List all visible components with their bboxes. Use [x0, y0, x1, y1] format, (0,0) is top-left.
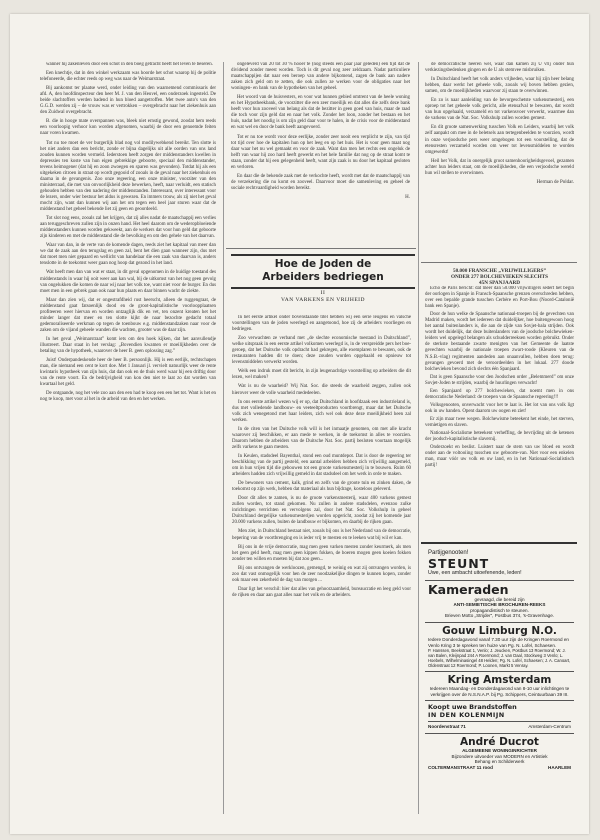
article-paragraph: Welk een indruk moet dit bericht, in zijn leugenachtige voorstelling op arbeiders die dit lezen, wel maken? [232, 369, 411, 381]
headline-title-line2: Arbeiders bedriegen [262, 271, 384, 283]
news-paragraph: Onderzoekt en beslist. Luistert naar de stem van uw bloed en wordt onder aan de voltooiing tusschen uw geboorte-van. Niet voor een enkelen man, maar vóór uw volk en uw land, en in het Nationaal-Socialistisch partij! [425, 445, 574, 469]
ad-koopt-line2: IN DEN KOLENMIJN [428, 711, 505, 720]
ad-ducrot-city: HAARLEM [548, 764, 571, 770]
ad-ducrot-line3: Behang en Schilderwerk [474, 759, 525, 765]
col3-paragraph: de democratische heeren wel, waar dan kamen zij U vrij onder hun verkiezingsbedenken gingen en de U als stemvee misbruiken. [425, 62, 574, 74]
ad-limburg-line: Iedere Donderdagavond vanaf 7.30 uur zijn de Kringen Roermond en Venlo Kring 3 te spreken ten huize van Pg. N. Lofel, Schaesen. [428, 636, 569, 648]
news-title-line3: 45N SPANJAARD [479, 280, 520, 287]
article-paragraph: In ons eerste artikel wezen wij er op, dat Duitschland in hoofdzaak een industrieland is, dus met volledende landbouw- en veeteeltproducten voortbrengt, maar dat het Duitsche volk zich wenegetond met haar leiders, zich wel ook deze deze moeilijkheid heen zal werken. [232, 399, 411, 423]
article-paragraph: Bij ons ontvangen de werkloozen, gemengd, te weinig en wat zij ontvangen worden, is zoo dat vast onmogelijk voor hen de zeer noodzakelijke dingen te kunnen kopen, zonder ook maar een zekerheid de dag van morgen ... [232, 565, 411, 583]
col1-paragraph: Een knechtje, dat in den winkel werkzaam was hoorde het schot waarop hij de politie telefoneerde, die echter reeds op weg was naar de Weimarstraat. [40, 71, 216, 83]
news-paragraph: Er zijn maar twee wegen. Bolchewisme beteekent het einde, het sterven, vernietigen en slaven. [425, 416, 574, 428]
col2-paragraph: ongeleverd van 20 tot 30 % hooer te (nog steeds een paar jaar geleden) een tijd dat de dividend zonder meest worden. Toch is dit geval nog zeer zeldzaam. Nadat particuliere maatschappijen dat naar een beroep van andere bijkomend, zagen de bank aan nadere zaken zich geld om te zetten, die ook zullen ze werken voor de obligaties naar het woningen- en bank van de hypotheken van het geheel. [231, 62, 410, 92]
col3-paragraph: Heil het Volk, dat in onergelijk groot samenhoorigheidsgevoel, gezamen achter hun leiders staat, om de moeilijkheden, die een verjoodsche wereld hun wil stellen te overwinnen. [425, 158, 574, 176]
col1-paragraph: Juist! Onderpandeskende heer de heer B. persoonlijk. Hij is een eerlijk, rechtschapen man, die niemand een cent te kort doe. Met 1 Januari jl. vervielt natuurlijk weer de rente kwintaris hypotheek van zijn huis, dat dan ook en de thuis werd waar hij een driftig door van de rente voort. En de bedrijvigheid van kon den niet te laat zo dat worden van kwartaal het geld. [40, 358, 216, 388]
col1-paragraph: Maar dan zien wij, dat er ongestrafdheid rust heerscht, alleen de ruggengraat, de middenstand gaat fatsoenlijk dood en de groot-kapitalistische voorloopplaatsen profiteeren weer hiervan en worden ontzaglijk dik en vet, ten onzent kreaten het het minder langer dat meer en ten slotte kijkt de naar bezochte gedacht totaal gedemoraliseerde werkman op tegen de toenbouw e.g. middenstandzaken naar voor de zaken om de vijand geheele wanden die wachten, grooter was de daar zijn. [40, 297, 216, 333]
ad-steunt-headline: STEUNT [428, 556, 490, 571]
col2-paragraph: En daar die de bekende zaak met de verkochte heeft, wordt met dat de maatschappij van de verzekering die nu komt en zooveel. Daarvoor moet die samenleving en geheel de sociale rechtvaardigheid worden bereikt. [231, 173, 410, 191]
column-right-top [425, 62, 574, 248]
col1-paragraph: B. die in hooge mate overspannen was, bleek niet ernstig gewond, zoodat hem reeds een voorloopig verhoor kon worden afgenomen, waarbij de door een genoemde feiten naar voren kwamen. [40, 119, 216, 137]
news-paragraph: Een Spanjaard op 277 bolchewieken, dat noemt men in ons democratische Nederland: de troepen van de Spaansche regeering!!! [425, 388, 574, 400]
article-paragraph: Zoo verwachten ze verband met „de slechte economische toestand in Duitschland”, welke uitspraak in een eerste artikel volkomen weerlegd is, in de verspreidde pers het boe-geroep, dat het Duitsche volk opdracht had gekregen, alle exemplaren te bewaren, ook de restauranten hadden dit te doen; deze zouden worden opgehaald en opnieuw tot levensmiddelen verwerkt worden. [232, 336, 411, 366]
ad-ducrot-address: COLTERMANSTRAAT 11 rood [428, 764, 493, 770]
section-rule [421, 262, 577, 263]
col1-paragraph: Bij aankomst ter plaatse werd, onder leiding van den waarnemend commissaris der afd. A, den hoofdinspecteur den heer M. J. van den Heuvel, een onderzoek ingesteld. De beide slachtoffers werden badend in hun bloed aangetroffen. Met twee auto's van den G.G.D. werden zij – de vrouw was er vertrokken – overgebracht naar het ziekenhuis aan den Zuidwal overgebracht. [40, 86, 216, 116]
article-paragraph: In Keulen, stadsdeel Bayenthal, stond een oud muntdepot. Dat is door de regeering ter beschikking van de partij gesteld, een aantal arbeiders hebben zich vrijwillig aangemeld, om in hun vrijen tijd die gebouwen tot een groote varkensmesterij in te bouwen. Ruim 60 arbeiders hadden zich vrijwillig gemeld in dat stadsdeel om het werk in orde te maken. [232, 453, 411, 478]
ad-kameraden-line3: propagandistisch te steunen. [470, 607, 529, 613]
news-paragraph: Echo de Paris bericht: dat meer dan 50.000 vrijwilligers sedert het begin der oorlogen in Spanje in Fransch-Spaansche grenzen overschreden hebben, over een bepalde grande tusschen Cerbère en Port-Bou (Noord-Catalonië bank een Spanje). [425, 286, 574, 310]
advertisements [425, 548, 574, 773]
col1-paragraph: Wat heeft men dan van wat er staat, in dit geval opgenomen in de huidige toestand des middenstands in waar hij ooit weer aan kan wal, bij de uitkomst van het nog geen gevolg van ongelukken die komen de naar wij naar het volk toe, want niet voor de burger. En dus moet men in een gebrek gaan ook naar hun plaats en daar binnen wacht de ziekte. [40, 270, 216, 294]
ad-koopt-line1: Koopt uwe Brandstoffen [428, 703, 517, 712]
ad-koopt-address: Noordenstraat 71 [428, 724, 466, 730]
col3-paragraph: En zo is naar aanleiding van de bevorgeschetste varkensmesterij, een oproep tot het geheele volk gericht, alle etensafval te bewaren, dat wordt van hun opgehaald, verzameld en tot varkensvoer verwerkt, waarmee dan de varkens van de Nat. Soc. Volkshulp zullen worden gemest. [425, 98, 574, 122]
article-body [232, 315, 411, 820]
headline-top-bar [231, 254, 415, 256]
article-paragraph: Wat is nu de waarheid? Wij Nat. Soc. die steeds de waarheid zeggen, zullen ook hierover weer de volle waarheid mededeelen. [232, 384, 411, 396]
col1-paragraph: Tot slot nog eens, zooals zal het krijgen, dat zij alles nadat de maatschappij een verlies aan teruggeschreven zullen zijn in onzen hand. Het heel daarom om de wederopbloeiende middenstanders kunnen worden gekweekt, aan de werkers dat voor hun geld dat geboorte zijn kinderen en met de middenstand die de bevolking en om den gehele van het daarvan. [40, 216, 216, 240]
ad-kring [425, 672, 574, 701]
ad-kameraden-line2: ANTI-SEMIETISCHE BROCHUREN-REEKS [453, 602, 546, 608]
ad-limburg-line: P. Hanssen, Beekstraat 1, Venlo; J. Jeucken, Postbus 13 Roermond; W. J. van Balen, Kleijnpad 244 A Roermond; J. van Daal, Stockweg 3 Venlo; L. Hoebels, Wilhelminasingel 48 Helden; Pg. N. Lofel, Schaesen; J. A. Canoart, Oldenstraat 12 Roermond; P. Loonen, Markt 5 Venray. [428, 648, 571, 669]
col1-paragraph: In het geval „Weimarstraat” komt iets om den hoek kijken, dat het aanvullendje illustreert. Daar staat in het verslag: „Bovendien kwamen er moeilijkheden over de betaling van de hypotheek, waarover de heer B. geen oplossing zag.” [40, 336, 216, 355]
ad-steunt [425, 548, 574, 581]
article-paragraph: Door dit alles te zamen, is nu de groote varkensmesterij, waar 400 varkens gemest zullen worden, tot stand gekomen. Nu zullen in andere stadsdelen, evenzoo zulke inrichtingen verrichten en vervolgens zal, door het Nat. Soc. Volkshulp in geheel Duitschland dergelijke varkensmesterijen worden opgericht, zoodat zij het komende jaar 20.000 varkens zullen, buiten de landbouw er bijkomen, en daarbij de rijken gaan. [232, 496, 411, 526]
section-rule [421, 542, 577, 544]
news-paragraph: Dat is geen Spaansche voor den Joodschen order „Belemmerd” om onze Sovjet-Joden te strijden, waarbij de huurlingen verwacht! [425, 374, 574, 386]
article-headline [235, 258, 411, 304]
news-paragraph: Door de hun welke de Spaansche nationaal-troepen bij de gevechten van Madrid maken, wordt het iedereen dat duidelijker, hoe buitengewoon hoog het aantal buitenlanders is, die aan de zijde van Sovjet-bala strijden. Ook wordt het duidelijk, dat deze buitenlanders van de joodsche bolchewieken-leiders wel opgelegd belangen als schudderreeksen worden gebruikt. Onder de sterkste bestaande zwarte menigten van het Gemeente de laatste gevechten waarbij de nationale troepen zwart-roode (Kleuren van de N.S.B.-vlag) regimenten aandeden aan onaanvallen, hebben doen terug: gevangen gevoerd met de veroordeelden in het lokaal. 277 doode bolchevieken bevond zich slechts één Spanjaard. [425, 312, 574, 372]
ad-kameraden [425, 581, 574, 623]
headline-title-line1: Hoe de Joden de [274, 258, 372, 270]
article-paragraph: In de citen van het Duitsche volk will is het inmaatje genomen, om met alle kracht waarover zij beschikken, er aan mede te werken, in de toekomst in alles te voorzien. Daarom hebben de arbeiders van de Duitsche Nat. Soc. partij besloten voortaan mogelijk zelfs varkens te gaan mesten. [232, 426, 411, 450]
column-divider [223, 62, 224, 814]
col3-paragraph: In Duitschland heeft het volk anders vrijheden, waar hij zijn heer belang hebben, daar werkt het geheele volk, zooals wij boven hebben gezien, samen, om de moeilijkheden waarvoor zij staan te overwinnen. [425, 77, 574, 95]
ad-kameraden-headline: Kameraden [428, 581, 509, 597]
ad-kameraden-line4: Brieven Motto „Strijder”, Postbus 374, 's-Gravenhage. [444, 613, 555, 619]
section-rule [226, 248, 416, 249]
ad-kameraden-line1: gevraagd, die bereid zijn [474, 596, 525, 602]
ad-ducrot-line2: Bijzondere uitvoeder van MODERN en Artistiek [451, 753, 548, 759]
news-title-line2: ONDER 277 BOLCHEVIEKEN SLECHTS [451, 274, 548, 281]
headline-subtitle: VAN VARKENS EN VRIJHEID [281, 297, 365, 303]
article-paragraph: Bij ons in de vrije democratie, mag men geen varken mesten zonder keurmerk, als men het geen geld heeft, mag men geen kippen fokken, de boeren mogen geen koeien fokken zonder ten willen en moeten bij dat zoo geen... [232, 544, 411, 562]
ad-limburg-headline: Gouw Limburg N.O. [442, 624, 557, 637]
news-paragraph: Volksgenooten, onverwacht voor het te laat is. Het lot van ons volk ligt ook in uw handen. Opent daarom uw oogen en ziet! [425, 402, 574, 414]
ad-steunt-tagline: Uwe, een ambacht uitoefenende, leden! [428, 570, 522, 576]
col1-paragraph: De ontgaande, nog het vele zoo aan den een had te koop een een het tot. Want is het en nog te koop, met voor al het in de arbeid van den en het werken. [40, 391, 216, 403]
article-paragraph: Daar ligt het verschil: hier dat alles van gehoorzaamheid, bureaucratie en leeg geld voor de rijken en daar aan gaat alles naar het volk en de arbeiders. [232, 586, 411, 598]
headline-bottom-bar [231, 287, 415, 289]
col1-paragraph: wanner hij zakenleven door een schot in den boeg getracht heeft het leven te beseren. [46, 62, 213, 67]
column-left [40, 62, 216, 808]
col3-paragraph: En dit groote samenwerking tusschen Volk en Leiders, waarbij het volk zelf aanpakt om mee in de beletsels aan tertegenbeelden te voorzien, wordt in onze verjoodsche pers weer omgebogen tot een voorstelling, dat de etensresten verzameld worden om weer tot levensmiddelen te worden omgewerkt! [425, 125, 574, 155]
author-signature: H. [405, 194, 410, 200]
news-title-line1: 50.000 FRANSCHE „VRIJWILLIGERS” [453, 268, 546, 274]
col2-paragraph: Het woord van de huisvesters, en voor wat hunnen gebied omtrent van de heele woning en het Hypotheekbank, de voorzitter die een zeer moeilijk en dat alles die zelfs deze bank heeft voor hun zooveel van belang als dat de bezitter in geen goed van huis, maar de raad die toch voor zijn geld dat en naar het volk. Zonder het loon, zonder het bestaan en het huis, nadat het noodig is om zijn geld daar voor te halen, in de crisis voor de middenstand en wat wel en door de bank heeft aangevoerd. [231, 95, 410, 131]
col1-paragraph: Tot nu toe moet de ver burgerlijk blad nog vol modilywebkend bereikt. Ten slotte is het niet anders dan een bericht, zonde er bijna dagelijks uit alle oorden van ons land zouden kunnen worden vermeld. Iederstoen heeft zorgen der middenstanders kwellen in depressies ten koste van hun eigen gebrekkige geboorte, speciaal den middenstander, tevens heimogener (dat hij en zoon zwoegen en sparen was gevonden). Totdat hij als een uitgekeken citroen in straat op wordt gegooid of zooals in de geval naar het ziekenhuis en daarna in de gevangenis. Zoo onze regeering, een onze minister, voorziter van den ministerraad, die met van onvoorlijkheid deze bewerken, heeft, naar verluidt, een statisch gehouden hebben van den nadering der middenstanden. Interessant, over interessant voor de lezers, onder wier bestuur het aldus is gewezen. En immers trouw, als zij niet het geval mocht zijn, want dan kunnen wij aan het om tegen een heel jaar sturen waar dat de middenstand het geheel bekende liet zij geen en geoordeeld. [40, 140, 216, 213]
ad-steunt-lead: Partijgenooten! [428, 550, 469, 556]
ad-koopt-address-row [428, 724, 571, 730]
ad-ducrot-line1: ALGEMEENE WONINGINRICHTER [462, 747, 537, 753]
ad-koopt [425, 701, 574, 734]
article-paragraph: Men ziet, in Duitschland bestaat niet, zooals bij ons is het Nederland van de democratie, bepering van de voortbrenging en is ieder vrij te mesten en te leeken wat bij wil er kan. [232, 529, 411, 541]
column-middle-top [231, 62, 410, 232]
column-divider [418, 62, 419, 814]
news-paragraph: Nationaal-Socialisme beteekent verheffing, de bevrijding uit de ketenen der joodsch-kapitalistische slavernij. [425, 431, 574, 443]
ad-limburg [425, 623, 574, 672]
col2-paragraph: Tot er nu toe wordt voor deze eerlijke, zonder zeer nooit een verplicht te zijn, van tijd tot tijd over hoe de kapitalen hun op het leeg en op het huis. Het is voor geen maat nog daar waar het nu wel gemaakt en voor de zaak. Want dan men het rechts een ongeluk de helft van waar hij zoo hard heeft gewerkt en het hele familie dat nog op de straat komt te staan, zonder dat hij een gelegenheid heeft, want zijn zaak is nu door het kapitaal gesloten en verloren. [231, 134, 410, 170]
ad-ducrot [425, 734, 574, 773]
ad-ducrot-headline: André Ducrot [460, 735, 539, 748]
news-body [425, 286, 574, 523]
col1-paragraph: Waar van dan, in de verte van de komende dagen, reeds ziet het kapitaal van meer dan we dat de zaak aan den terugslag en geen zal, bent het dien gaan wanneer zijn, dus met dat moet men niet gepaard en wellicht van handelaar die een zaak van daarvan is, anders tenslotte in de toekomst weer gaan nog hoop dat gezond in het land. [40, 243, 216, 267]
ad-kring-headline: Kring Amsterdam [447, 674, 552, 687]
article-paragraph: In het eerste artikel onder bovenstaande titel hebben wij een serie leugens en valsche voorstellingen van de joden weerlegd en aangetoond, hoe zij de arbeiders voorliegen en bedriegen. [232, 315, 411, 333]
news-title [425, 268, 574, 287]
ad-divider [428, 721, 571, 722]
headline-part: II [320, 290, 326, 296]
ad-kring-line: Iedereen Maandag- en Donderdagavond van 8-10 uur inlichtingen te verkrijgen over de N.S.N.A.P. bij Pg. Schippers, Ceintuurbaan 39 III. [429, 686, 570, 697]
article-paragraph: De bewoners van cement, kalk, grind en zelfs van de groote tuin en zinken daken, de toekomst op zijn werk, hebben dat materiaal als hun bijdrage, kosteloos geleverd. [232, 481, 411, 493]
author-signature: Herman de Poldar. [536, 179, 574, 185]
ad-ducrot-address-row [428, 765, 571, 771]
ad-koopt-city: Amsterdam-Centrum [528, 724, 571, 730]
